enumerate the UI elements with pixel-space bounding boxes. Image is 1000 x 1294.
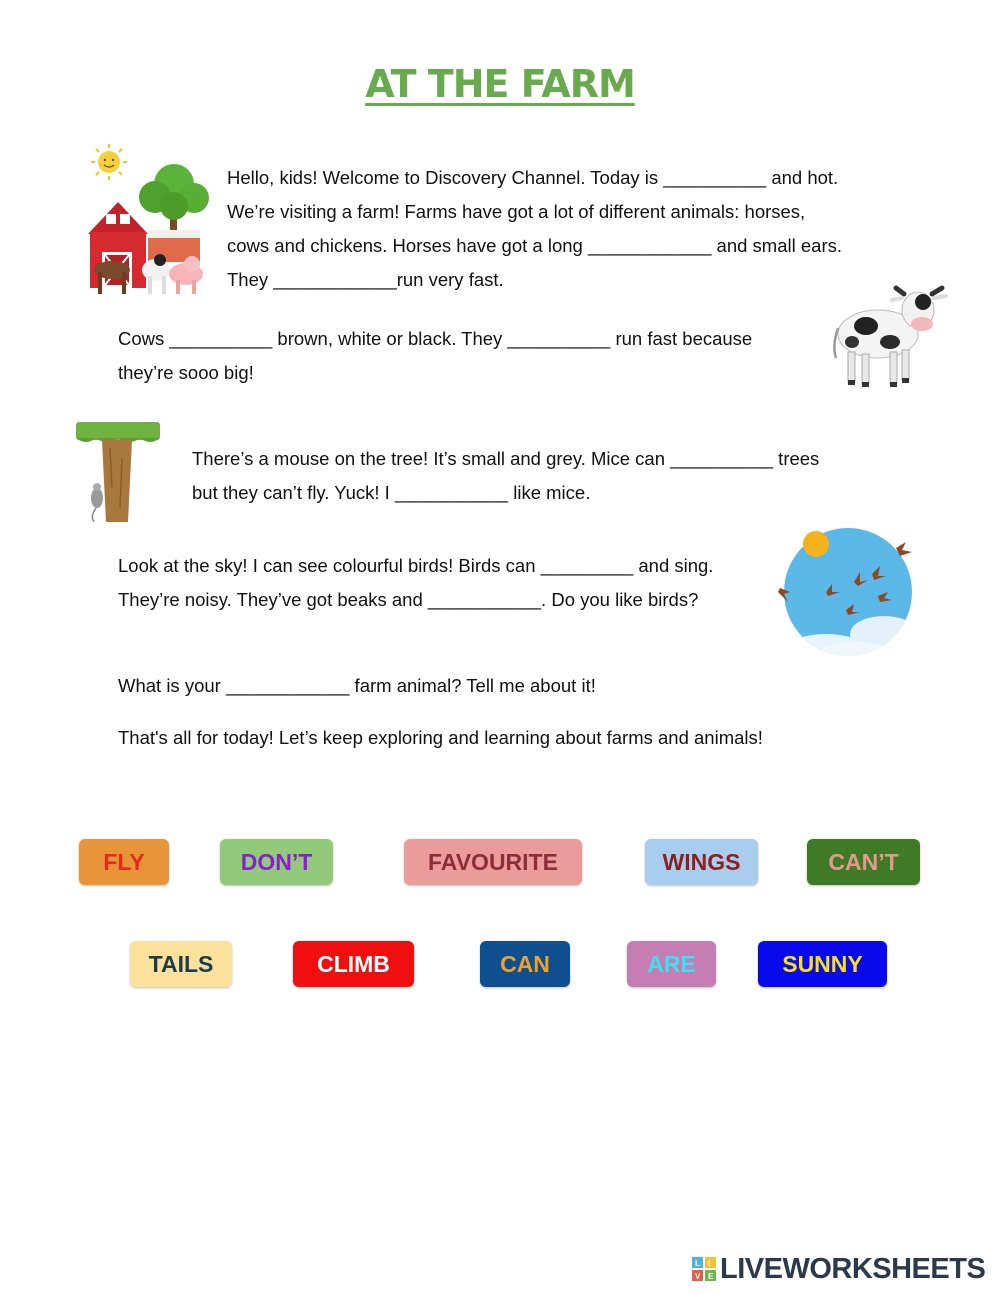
word-chip-favourite[interactable]: FAVOURITE	[404, 839, 582, 885]
brand-name: LIVEWORKSHEETS	[720, 1252, 986, 1285]
paragraph-birds	[118, 549, 713, 617]
liveworksheets-logo[interactable]	[692, 1253, 985, 1285]
paragraph-mouse	[192, 442, 819, 510]
svg-text:I: I	[708, 1259, 711, 1268]
text-line: they’re sooo big!	[118, 362, 254, 383]
text-line: What is your ____________ farm animal? Tell me about it!	[118, 675, 596, 696]
text-line: We’re visiting a farm! Farms have got a lot of different animals: horses,	[227, 201, 806, 222]
svg-text:L: L	[695, 1259, 700, 1268]
word-chip-sunny[interactable]: SUNNY	[758, 941, 887, 987]
text-line: cows and chickens. Horses have got a long ____________ and small ears.	[227, 235, 842, 256]
word-chip-cant[interactable]: CAN’T	[807, 839, 920, 885]
paragraph-closing	[118, 721, 763, 755]
word-chip-climb[interactable]: CLIMB	[293, 941, 414, 987]
paragraph-intro	[227, 161, 842, 297]
text-line: but they can’t fly. Yuck! I ___________ like mice.	[192, 482, 591, 503]
word-chip-tails[interactable]: TAILS	[130, 941, 232, 987]
word-chip-are[interactable]: ARE	[627, 941, 716, 987]
tree-illustration	[76, 418, 162, 526]
text-line: Hello, kids! Welcome to Discovery Channel. Today is __________ and hot.	[227, 167, 839, 188]
text-line: They ____________run very fast.	[227, 269, 504, 290]
word-chip-can[interactable]: CAN	[480, 941, 570, 987]
paragraph-cows	[118, 322, 752, 390]
svg-text:E: E	[708, 1272, 714, 1281]
farm-illustration	[82, 142, 214, 298]
text-line: There’s a mouse on the tree! It’s small and grey. Mice can __________ trees	[192, 448, 820, 469]
svg-text:V: V	[695, 1272, 701, 1281]
text-line: Look at the sky! I can see colourful birds! Birds can _________ and sing.	[118, 555, 714, 576]
text-line: That's all for today! Let’s keep exploring and learning about farms and animals!	[118, 727, 763, 748]
cow-illustration	[828, 280, 952, 392]
sun-icon	[91, 144, 127, 180]
word-chip-dont[interactable]: DON’T	[220, 839, 333, 885]
word-chip-wings[interactable]: WINGS	[645, 839, 758, 885]
text-line: They’re noisy. They’ve got beaks and ___________. Do you like birds?	[118, 589, 699, 610]
logo-badge-icon	[692, 1257, 716, 1281]
birds-illustration	[776, 526, 916, 660]
word-chip-fly[interactable]: FLY	[79, 839, 169, 885]
paragraph-favourite	[118, 669, 596, 703]
text-line: Cows __________ brown, white or black. They __________ run fast because	[118, 328, 753, 349]
page-title: AT THE FARM	[365, 62, 635, 106]
